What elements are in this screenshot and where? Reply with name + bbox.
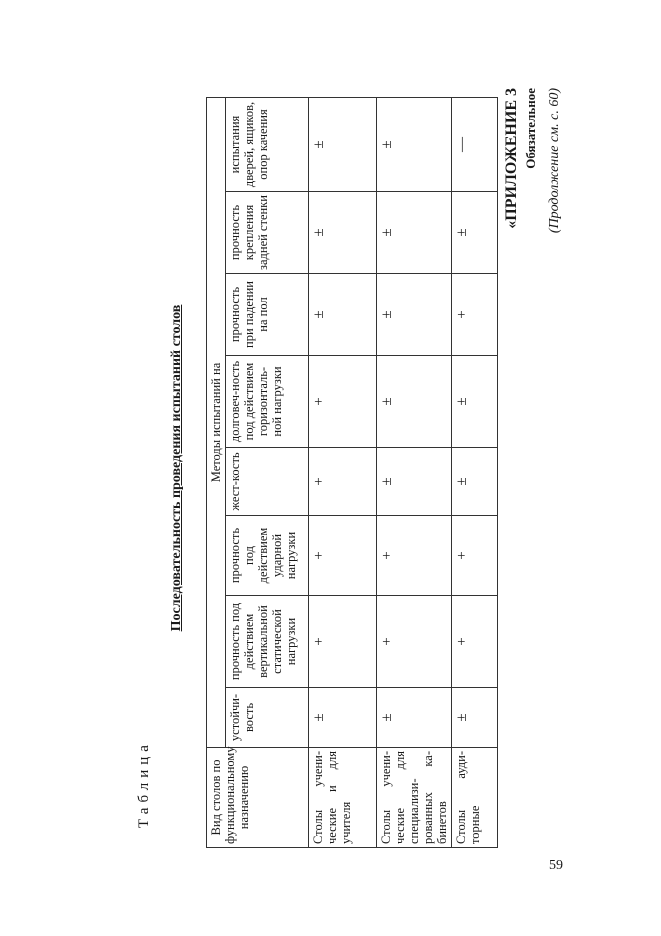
kind-header: Вид столов по функциональному назначению xyxy=(207,748,309,848)
mark-cell: ± xyxy=(377,356,452,448)
mark-cell: ± xyxy=(309,688,377,748)
mark-cell: ± xyxy=(377,274,452,356)
row-label: Столы учени-ческие и для учителя xyxy=(309,748,377,848)
mark-cell: + xyxy=(452,516,498,596)
method-header: прочность крепления задней стенки xyxy=(226,192,309,274)
test-methods-table xyxy=(206,97,498,848)
mark-cell: + xyxy=(309,596,377,688)
mark-cell: + xyxy=(309,516,377,596)
mark-cell: ± xyxy=(452,356,498,448)
method-header: жест-кость xyxy=(226,448,309,516)
mark-cell: + xyxy=(377,516,452,596)
mark-cell: ± xyxy=(452,448,498,516)
method-header: прочность при падении на пол xyxy=(226,274,309,356)
mark-cell: ± xyxy=(309,192,377,274)
appendix-title: «ПРИЛОЖЕНИЕ 3 xyxy=(503,88,520,229)
table-title: Последовательность проведения испытаний столов xyxy=(169,304,184,632)
mark-cell: ± xyxy=(377,448,452,516)
mark-cell: ± xyxy=(452,688,498,748)
table-label: Таблица xyxy=(136,740,152,828)
continuation-note: (Продолжение см. с. 60) xyxy=(547,88,562,234)
table-row xyxy=(452,98,498,848)
row-label: Столы учени-ческие для специализи-рованных ка-бинетов xyxy=(377,748,452,848)
table-row xyxy=(309,98,377,848)
mark-cell: + xyxy=(377,596,452,688)
rotated-content xyxy=(91,88,571,848)
mark-cell: + xyxy=(309,356,377,448)
mark-cell: ± xyxy=(377,98,452,192)
page-number: 59 xyxy=(549,858,563,873)
mark-cell: ± xyxy=(309,274,377,356)
mark-cell: + xyxy=(452,274,498,356)
mark-cell: ± xyxy=(377,688,452,748)
mark-cell: ± xyxy=(377,192,452,274)
mark-cell: + xyxy=(309,448,377,516)
mark-cell: + xyxy=(452,596,498,688)
methods-group-header: Методы испытаний на xyxy=(207,98,226,748)
row-label: Столы ауди-торные xyxy=(452,748,498,848)
method-header: устойчи-вость xyxy=(226,688,309,748)
method-header: прочность под действием вертикальной статической нагрузки xyxy=(226,596,309,688)
appendix-subtitle: Обязательное xyxy=(523,88,538,169)
method-header: испытания дверей, ящиков, опор качения xyxy=(226,98,309,192)
mark-cell: ± xyxy=(309,98,377,192)
method-header: долговеч-ность под действием горизонталь-ной нагрузки xyxy=(226,356,309,448)
mark-cell: ± xyxy=(452,192,498,274)
mark-cell: — xyxy=(452,98,498,192)
table-row xyxy=(377,98,452,848)
method-header: прочность под действием ударной нагрузки xyxy=(226,516,309,596)
